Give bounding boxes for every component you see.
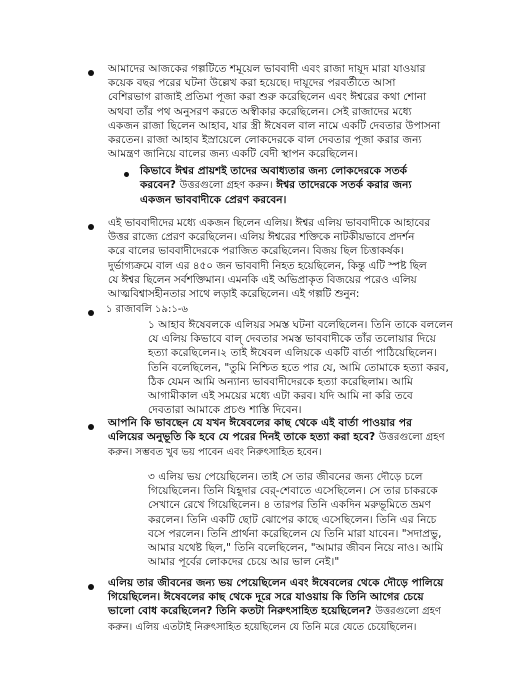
text-line: আমন্ত্রণ জানিয়ে বালের জন্য একটি বেদী স্থাপন করেছিলেন। xyxy=(108,148,358,161)
text-line xyxy=(108,604,443,619)
bullet xyxy=(88,310,94,316)
instruction-text: করুন। সম্ভবত খুব ভয় পাবেন এবং নিরুৎসাহিত হবেন। xyxy=(108,447,322,459)
question-1 xyxy=(140,164,412,208)
text-line xyxy=(108,430,445,445)
text-line xyxy=(140,193,412,207)
text-line: আমার যথেষ্ট ছিল," তিনি বলেছিলেন, "আমার জীবন নিয়ে নাও। আমি xyxy=(148,542,444,555)
text-line: তিনি বলেছিলেন, "তুমি নিশ্চিত হতে পার যে, আমি তোমাকে হত্যা করব, xyxy=(148,361,449,374)
text-line: করতেন। রাজা আহাব ইস্রায়েলে লোকদেরকে বাল দেবতার পূজা করার জন্য xyxy=(108,134,422,147)
text-line: হত্যা করেছিলেন।২ তাই ঈষেবল এলিয়কে একটি বার্তা পাঠিয়েছিলেন। xyxy=(148,347,437,360)
scripture-quote-1 xyxy=(148,318,453,417)
bold-text: গিয়েছিলেন। ঈষেবলের কাছ থেকে দূরে সরে যাওয়ায় কি তিনি আগের চেয়ে xyxy=(108,591,424,604)
bullet xyxy=(88,224,94,230)
text-line: অথবা তাঁর পথ অনুসরণ করতে অস্বীকার করেছিলেন। সেই রাজাদের মধ্যে xyxy=(108,105,412,118)
text-line: একজন রাজা ছিলেন আহাব, যার স্ত্রী ঈষেবল বাল নামে একটি দেবতার উপাসনা xyxy=(108,119,441,132)
text-line: ৩ এলিয় ভয় পেয়েছিলেন। তাই সে তার জীবনের জন্য দৌড়ে চলে xyxy=(148,471,423,483)
sub-bullet xyxy=(124,172,129,177)
bullet xyxy=(88,70,94,76)
text-line: দেবতারা আমাকে প্রচণ্ড শাস্তি দিবেন। xyxy=(148,404,302,417)
instruction-text: করুন। এলিয় এতটাই নিরুৎসাহিত হয়েছিলেন যে তিনি মরে যেতে চেয়েছিলেন। xyxy=(108,621,417,633)
scripture-quote-2 xyxy=(148,470,443,569)
bold-text: ঈশ্বর তাদেরকে সতর্ক করার জন্য xyxy=(272,179,412,192)
text-line: দুর্ভাগ্যক্রমে বাল এর ৪৫০ জন ভাববাদী নিহত হয়েছিলেন, কিন্তু এটি স্পষ্ট ছিল xyxy=(108,259,427,272)
text-line: করে বালের ভাববাদীদেরকে পরাজিত করেছিলেন। বিজয় ছিল চিত্তাকর্ষক। xyxy=(108,245,404,258)
text-line: উত্তর রাজ্যে প্রেরণ করেছিলেন। এলিয় ঈশ্বরের শক্তিকে নাটকীয়ভাবে প্রদর্শন xyxy=(108,231,415,244)
bold-text: ভালো বোধ করেছিলেন? তিনি কতটা নিরুৎসাহিত হয়েছিলেন? xyxy=(108,605,376,618)
text-line xyxy=(140,164,412,178)
text-line: কয়েক বছর পরের ঘটনা উল্লেখ করা হয়েছে। দায়ূদের পরবর্তীতে আসা xyxy=(108,77,396,90)
text-line: বসে পরলেন। তিনি প্রার্থনা করেছিলেন যে তিনি মারা যাবেন। "সদাপ্রভু, xyxy=(148,527,442,540)
text-line xyxy=(108,590,443,604)
text-line: গিয়েছিলেন। তিনি যিহূদার বের্-শেবাতে এসেছিলেন। সে তার চাকরকে xyxy=(148,485,438,498)
text-line xyxy=(140,178,412,193)
text-line: এই ভাববাদীদের মধ্যে একজন ছিলেন এলিয়। ঈশ্বর এলিয় ভাববাদীকে আহাবের xyxy=(108,217,431,229)
text-line: করলেন। তিনি একটি ছোট ঝোপের কাছে এসেছিলেন। তিনি এর নিচে xyxy=(148,513,437,526)
text-line xyxy=(108,416,445,430)
text-line xyxy=(108,620,443,635)
paragraph-1 xyxy=(108,62,440,161)
scripture-reference: ১ রাজাবলি ১৯:১-৬ xyxy=(106,304,188,315)
bold-text: একজন ভাববাদীকে প্রেরণ করবেন। xyxy=(140,194,287,207)
text-line: আমার পূর্বের লোকদের চেয়ে আর ভাল নেই।" xyxy=(148,556,340,569)
text-line: যে ঈশ্বর ছিলেন সর্বশক্তিমান। এমনকি এই অভিপ্রাকৃত বিজয়ের পরেও এলিয় xyxy=(108,273,417,286)
text-line: ঠিক যেমন আমি অন্যান্য ভাববাদীদেরকে হত্যা করেছিলাম। আমি xyxy=(148,375,413,388)
text-line xyxy=(108,445,445,460)
question-2 xyxy=(108,416,445,461)
bold-text: কিভাবে ঈশ্বর প্রায়শই তাদের অবাধ্যতার জন্য লোকদেরকে সতর্ক xyxy=(140,165,408,177)
text-line: বেশিরভাগ রাজাই প্রতিমা পূজা করা শুরু করেছিলেন এবং ঈশ্বরের কথা শোনা xyxy=(108,91,427,104)
text-line: আত্মবিশ্বাসহীনতার সাথে লড়াই করেছিলেন। এই গল্পটি শুনুন: xyxy=(108,288,360,301)
instruction-text: উত্তরগুলো গ্রহণ xyxy=(375,606,441,618)
instruction-text: উত্তরগুলো গ্রহণ করুন। xyxy=(179,180,273,192)
bullet xyxy=(88,584,94,590)
bold-text: এলিয় তার জীবনের জন্য ভয় পেয়েছিলেন এবং ঈষেবলের থেকে দৌড়ে পালিয়ে xyxy=(108,577,444,589)
text-line: ১ আহাব ঈষেবলকে এলিয়র সমস্ত ঘটনা বলেছিলেন। তিনি তাকে বললেন xyxy=(148,319,453,331)
paragraph-2 xyxy=(108,216,430,301)
text-line: সেখানে রেখে গিয়েছিলেন। ৪ তারপর তিনি একদিন মরুভূমিতে ভ্রমণ xyxy=(148,499,431,512)
instruction-text: উত্তরগুলো গ্রহণ xyxy=(378,432,445,444)
bold-text: আপনি কি ভাবছেন যে যখন ঈষেবলের কাছ থেকে এই বার্তা পাওয়ার পর xyxy=(108,417,412,429)
question-3 xyxy=(108,576,443,635)
text-line xyxy=(108,576,443,590)
text-line: যে এলিয় কিভাবে বাল্ দেবতার সমস্ত ভাববাদীকে তাঁর তলোয়ার দিয়ে xyxy=(148,333,436,346)
text-line: আমাদের আজকের গল্পটিতে শমূয়েল ভাববাদী এবং রাজা দায়ূদ মারা যাওয়ার xyxy=(108,63,426,75)
bold-text: করবেন? xyxy=(140,179,180,192)
bold-text: এলিয়ের অনুভূতি কি হবে যে পরের দিনই তাকে হত্যা করা হবে? xyxy=(108,431,379,444)
bullet xyxy=(88,424,94,430)
text-line: আগামীকাল এই সময়ের মধ্যে এটা করব। যদি আমি না করি তবে xyxy=(148,390,413,403)
